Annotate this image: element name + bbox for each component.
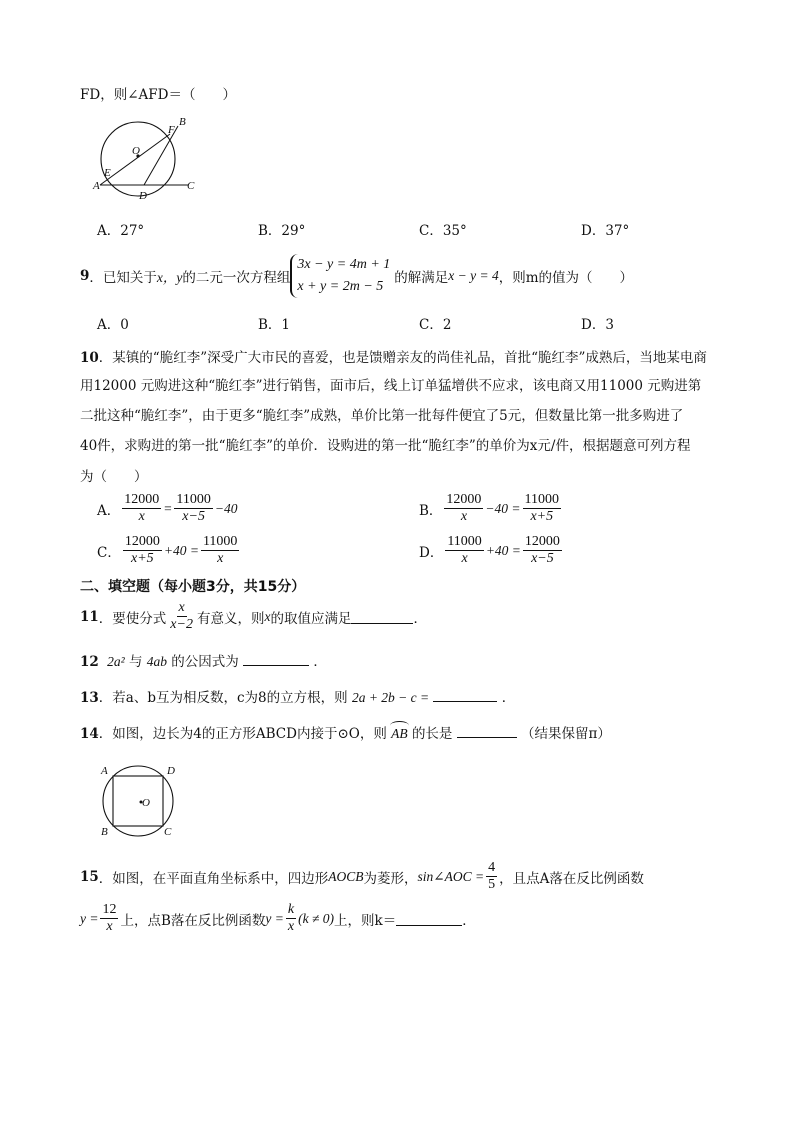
- q14-label-d: D: [167, 765, 175, 777]
- q9-text-2: 的二元一次方程组: [182, 270, 291, 286]
- q12-answer-blank[interactable]: [243, 651, 309, 666]
- q10-option-c-frac2: $\frac{11000}{x}$: [202, 534, 238, 566]
- q10-option-d[interactable]: [419, 534, 564, 567]
- q15-y1-frac: $\frac{12}{x}$: [102, 902, 117, 934]
- q15-sin: sin∠AOC =: [417, 868, 485, 884]
- q14-label-o: O: [142, 797, 150, 809]
- q10-option-c[interactable]: [97, 534, 241, 567]
- q14-answer-blank[interactable]: [457, 723, 517, 738]
- q8-label-f: F: [168, 124, 175, 136]
- q9-eq2: x + y = 2m − 5: [297, 279, 384, 294]
- q8-option-a[interactable]: A．27°: [97, 223, 145, 239]
- q15-y2-frac: $\frac{k}{x}$: [287, 902, 295, 934]
- q9-option-d[interactable]: D．3: [581, 317, 614, 333]
- q15-text-1b: 为菱形，: [363, 870, 418, 887]
- q9-eq1: 3x − y = 4m + 1: [297, 257, 391, 272]
- q15-answer-blank[interactable]: [396, 911, 462, 926]
- q10-number: 10: [80, 350, 99, 366]
- q10-option-c-frac1: $\frac{12000}{x+5}$: [124, 534, 160, 566]
- q10-option-b-label: B．: [419, 502, 443, 519]
- q12-expr2: 4ab: [146, 654, 167, 669]
- q15-line-2: [80, 902, 476, 935]
- q10-option-b[interactable]: [419, 492, 563, 525]
- q11-pre: ．要使分式: [98, 610, 167, 627]
- q13-expr: 2a + 2b − c =: [351, 690, 430, 705]
- q10-option-b-frac2: $\frac{11000}{x+5}$: [524, 492, 560, 524]
- q10-text-1: ．某镇的“脆红李”深受广大市民的喜爱，也是馈赠亲友的尚佳礼品，首批“脆红李”成熟后，当地某电商: [98, 350, 707, 366]
- q9-option-a[interactable]: A．0: [97, 317, 129, 333]
- q15-text-1c: ，且点A落在反比例函数: [499, 870, 644, 887]
- q15-number: 15: [80, 868, 99, 885]
- q13: [80, 686, 515, 706]
- q10-option-a-tail: −40: [214, 500, 238, 516]
- q14-label-c: C: [164, 826, 172, 838]
- q11-mid: 有意义，则: [196, 610, 265, 627]
- q8-label-e: E: [104, 167, 111, 179]
- q14-arc: AB: [391, 726, 408, 742]
- q11-var: x: [264, 608, 271, 624]
- q14-end: （结果保留π）: [521, 726, 611, 742]
- q11-end: ．: [413, 610, 427, 627]
- q12-number: 12: [80, 654, 99, 670]
- q11-number: 11: [80, 608, 99, 625]
- q8-stem-tail: FD，则∠AFD＝（ ）: [80, 87, 236, 103]
- q15-y2: y =: [265, 910, 284, 926]
- q15-shape: AOCB: [328, 868, 364, 884]
- q8-figure: [92, 112, 202, 204]
- q10-option-a-equals: =: [163, 500, 173, 516]
- q14-pre: ．如图，边长为4的正方形ABCD内接于⊙O，则: [98, 726, 387, 742]
- q8-option-c[interactable]: C．35°: [419, 223, 467, 239]
- q10-line-4: 40件，求购进的第一批“脆红李”的单价．设购进的第一批“脆红李”的单价为x元/件，根据题意可列方程: [80, 438, 691, 454]
- q13-end: ．: [501, 690, 516, 706]
- q14-label-b: B: [101, 826, 108, 838]
- q10-option-a-frac2: $\frac{11000}{x-5}$: [176, 492, 211, 524]
- q10-line-2: 用12000 元购进这种“脆红李”进行销售，面市后，线上订单猛增供不应求，该电商又用11000 元购进第: [80, 378, 702, 394]
- q14-label-a: A: [101, 765, 108, 777]
- q14-figure: [94, 760, 186, 842]
- q10-option-a-frac1: $\frac{12000}{x}$: [124, 492, 160, 524]
- q15-text-2b: 上，则k＝: [334, 912, 397, 929]
- q14-square: [113, 776, 163, 826]
- q9-text-1: ．已知关于: [89, 270, 157, 286]
- q14-post: 的长是: [411, 726, 453, 742]
- q8-label-c: C: [187, 180, 195, 192]
- q9-text-4: ，则m的值为（ ）: [498, 270, 634, 286]
- q14: [80, 722, 611, 742]
- q15-line-1: [80, 860, 644, 893]
- q9-option-b[interactable]: B．1: [258, 317, 291, 333]
- q11: [80, 600, 427, 633]
- q9-number: 9: [80, 268, 90, 284]
- q10-option-a[interactable]: [97, 492, 237, 525]
- q12-mid: 与: [128, 654, 143, 670]
- q13-pre: ．若a、b互为相反数，c为8的立方根，则: [98, 690, 348, 706]
- q10-option-c-mid: +40 =: [163, 542, 199, 558]
- q15-text-1a: ．如图，在平面直角坐标系中，四边形: [98, 870, 329, 887]
- q14-number: 14: [80, 726, 99, 742]
- q11-answer-blank[interactable]: [351, 609, 413, 624]
- q8-label-a: A: [93, 180, 100, 192]
- q10-option-d-frac1: $\frac{11000}{x}$: [447, 534, 482, 566]
- q15-sin-frac: $\frac{4}{5}$: [488, 860, 496, 892]
- q9-option-c[interactable]: C．2: [419, 317, 452, 333]
- q12: [80, 650, 327, 670]
- q10-option-d-mid: +40 =: [485, 542, 521, 558]
- q9-vars: x，y: [156, 270, 183, 285]
- q8-option-b[interactable]: B．29°: [258, 223, 306, 239]
- q9-equation-system: [290, 254, 390, 298]
- q12-end: ．: [313, 654, 327, 670]
- q11-fraction: $\frac{x}{x-2}$: [170, 600, 193, 632]
- q15-y1: y =: [80, 910, 99, 926]
- q8-label-b: B: [179, 116, 186, 128]
- q8-option-d[interactable]: D．37°: [581, 223, 630, 239]
- q10-option-b-mid: −40 =: [485, 500, 521, 516]
- q10-option-d-frac2: $\frac{12000}{x-5}$: [524, 534, 560, 566]
- q10-line-3: 二批这种“脆红李”，由于更多“脆红李”成熟，单价比第一批每件便宜了5元，但数量比第一批多购进了: [80, 408, 684, 424]
- q15-end: ．: [462, 912, 476, 929]
- q9-stem: [80, 254, 633, 298]
- section-2-heading: 二、填空题（每小题3分，共15分）: [80, 579, 306, 595]
- q10-option-b-frac1: $\frac{12000}{x}$: [446, 492, 482, 524]
- q13-answer-blank[interactable]: [433, 687, 497, 702]
- q9-condition: x − y = 4: [448, 268, 499, 283]
- q10-line-1: [80, 346, 707, 366]
- q15-condition: (k ≠ 0): [298, 910, 335, 926]
- q10-option-d-label: D．: [419, 544, 444, 561]
- q12-post: 的公因式为: [171, 654, 239, 670]
- q10-line-5: 为（ ）: [80, 469, 148, 485]
- q10-option-a-label: A．: [97, 502, 121, 519]
- q8-label-d: D: [139, 190, 147, 202]
- q9-text-3: 的解满足: [394, 270, 449, 286]
- q11-post: 的取值应满足: [270, 610, 352, 627]
- q15-text-2a: 上，点B落在反比例函数: [120, 912, 266, 929]
- q10-option-c-label: C．: [97, 544, 121, 561]
- q12-expr1: 2a²: [107, 654, 125, 669]
- q8-label-o: O: [132, 145, 140, 157]
- q13-number: 13: [80, 690, 99, 706]
